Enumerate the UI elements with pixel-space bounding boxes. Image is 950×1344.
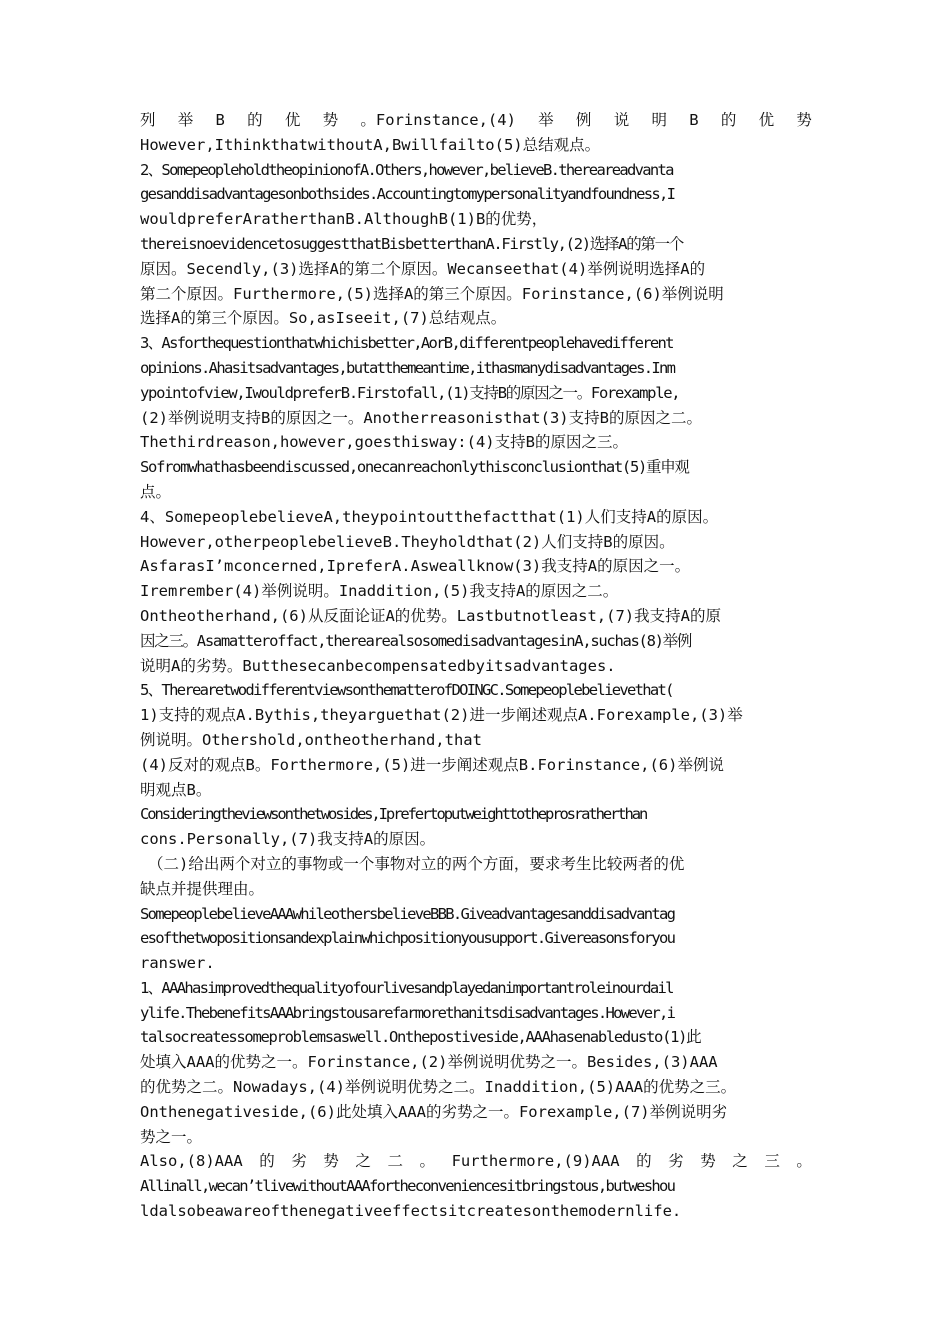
text-line-41: Onthenegativeside,(6)此处填入AAA的劣势之一。Forexample,(7)举例说明劣: [140, 1102, 728, 1121]
word: 例: [575, 111, 592, 129]
text-line-2: However,IthinkthatwithoutA,Bwillfailto(5)总结观点。: [140, 135, 601, 154]
text-line-10: 3、Asforthequestionthatwhichisbetter,AorB,differentpeoplehavedifferent: [140, 334, 673, 353]
word: 的: [720, 111, 737, 129]
word: 势: [700, 1152, 716, 1171]
word: 。Forinstance,(4): [360, 111, 516, 129]
text-line-13: (2)举例说明支持B的原因之一。Anotherreasonisthat(3)支持B的原因之二。: [140, 408, 702, 427]
text-line-23: 说明A的劣势。Butthesecanbecompensatedbyitsadvantages.: [140, 656, 616, 675]
text-line-20: Iremrember(4)举例说明。Inaddition,(5)我支持A的原因之二。: [140, 582, 619, 601]
word: 的: [636, 1152, 652, 1171]
text-line-17: 4、SomepeoplebelieveA,theypointoutthefactthat(1)人们支持A的原因。: [140, 507, 719, 526]
word: 列: [140, 111, 156, 129]
text-line-8: 第二个原因。Furthermore,(5)选择A的第三个原因。Forinstance,(6)举例说明: [140, 284, 724, 303]
text-line-6: thereisnoevidencetosuggestthatBisbetterthanA.Firstly,(2)选择A的第一个: [140, 234, 684, 253]
text-line-38: talsocreatessomeproblemsaswell.Onthepostiveside,AAAhasenabledusto(1)此: [140, 1028, 701, 1047]
text-line-25: 1)支持的观点A.Bythis,theyarguethat(2)进一步阐述观点A.Forexample,(3)举: [140, 706, 743, 725]
text-line-12: ypointofview,IwouldpreferB.Firstofall,(1)支持B的原因之一。Forexample,: [140, 383, 680, 402]
word: 说: [613, 111, 630, 129]
text-line-3: 2、SomepeopleholdtheopinionofA.Others,however,believeB.thereareadvanta: [140, 160, 673, 179]
text-line-37: ylife.ThebenefitsAAAbringstousarefarmorethanitsdisadvantages.However,i: [140, 1003, 675, 1022]
text-line-33: SomepeoplebelieveAAAwhileothersbelieveBBB.Giveadvantagesanddisadvantag: [140, 904, 675, 923]
text-line-44: Allinall,wecan’tlivewithoutAAAfortheconveniencesitbringstous,butweshou: [140, 1177, 675, 1196]
text-line-4: gesanddisadvantagesonbothsides.Accountingtomypersonalityandfoundness,I: [140, 185, 675, 204]
word: 之: [732, 1152, 748, 1171]
text-line-16: 点。: [140, 482, 172, 501]
text-line-14: Thethirdreason,however,goesthisway:(4)支持B的原因之三。: [140, 433, 628, 452]
word: 举: [177, 111, 194, 129]
text-line-32: 缺点并提供理由。: [140, 879, 265, 898]
text-line-9: 选择A的第三个原因。So,asIseeit,(7)总结观点。: [140, 309, 507, 328]
word: 举: [538, 111, 554, 129]
word: B: [689, 111, 699, 129]
word: 的: [259, 1152, 275, 1171]
text-line-11: opinions.Ahasitsadvantages,butatthemeantime,ithasmanydisadvantages.Inm: [140, 358, 675, 377]
section-heading: （二)给出两个对立的事物或一个事物对立的两个方面，要求考生比较两者的优: [148, 854, 685, 873]
text-line-29: Consideringtheviewsonthetwosides,Iprefertoputweighttotheprosratherthan: [140, 805, 647, 824]
text-line-24: 5、TherearetwodifferentviewsonthematterofDOINGC.Somepeoplebelievethat(: [140, 681, 673, 700]
text-line-42: 势之一。: [140, 1127, 203, 1146]
document-page: [140, 108, 812, 1224]
text-line-43: [140, 1149, 812, 1174]
text-line-34: esofthetwopositionsandexplainwhichpositionyousupport.Givereasonsforyou: [140, 929, 675, 948]
word: 势: [323, 1152, 339, 1171]
text-line-1: [140, 108, 812, 133]
text-line-27: (4)反对的观点B。Forthermore,(5)进一步阐述观点B.Forinstance,(6)举例说: [140, 755, 724, 774]
word: 优: [758, 111, 775, 129]
word: 。: [796, 1152, 812, 1171]
word: 明: [651, 111, 667, 129]
word: 的: [247, 111, 263, 129]
text-line-36: 1、AAAhasimprovedthequalityofourlivesandplayedanimportantroleinourdail: [140, 978, 673, 997]
text-line-19: AsfarasI’mconcerned,IpreferA.Asweallknow(3)我支持A的原因之一。: [140, 557, 691, 576]
text-line-7: 原因。Secendly,(3)选择A的第二个原因。Wecanseethat(4)举例说明选择A的: [140, 259, 706, 278]
text-line-45: ldalsobeawareofthenegativeeffectsitcreatesonthemodernlife.: [140, 1202, 682, 1221]
word: B: [215, 111, 225, 129]
text-line-15: Sofromwhathasbeendiscussed,onecanreachonlythisconclusionthat(5)重申观: [140, 458, 689, 477]
word: 之: [355, 1152, 371, 1171]
word: 劣: [668, 1152, 684, 1171]
text-line-35: ranswer.: [140, 954, 215, 973]
word: Also,(8)AAA: [140, 1152, 243, 1171]
word: 优: [284, 111, 301, 129]
word: 。: [419, 1152, 436, 1171]
word: 三: [764, 1152, 780, 1171]
text-line-40: 的优势之二。Nowadays,(4)举例说明优势之二。Inaddition,(5)AAA的优势之三。: [140, 1078, 737, 1097]
text-line-22: 因之三。Asamatteroffact,therearealsosomedisadvantagesinA,suchas(8)举例: [140, 631, 692, 650]
text-line-39: 处填入AAA的优势之一。Forinstance,(2)举例说明优势之一。Besides,(3)AAA: [140, 1053, 718, 1072]
text-line-5: wouldpreferAratherthanB.AlthoughB(1)B的优势，: [140, 210, 548, 229]
text-line-26: 例说明。Othershold,ontheotherhand,that: [140, 730, 482, 749]
word: 势: [322, 111, 339, 129]
text-line-21: Ontheotherhand,(6)从反面论证A的优势。Lastbutnotleast,(7)我支持A的原: [140, 606, 721, 625]
word: Furthermore,(9)AAA: [451, 1152, 620, 1171]
word: 二: [387, 1152, 403, 1171]
word: 势: [796, 111, 812, 129]
word: 劣: [291, 1152, 307, 1171]
text-line-18: However,otherpeoplebelieveB.Theyholdthat(2)人们支持B的原因。: [140, 532, 675, 551]
text-line-30: cons.Personally,(7)我支持A的原因。: [140, 830, 436, 849]
text-line-28: 明观点B。: [140, 780, 212, 799]
